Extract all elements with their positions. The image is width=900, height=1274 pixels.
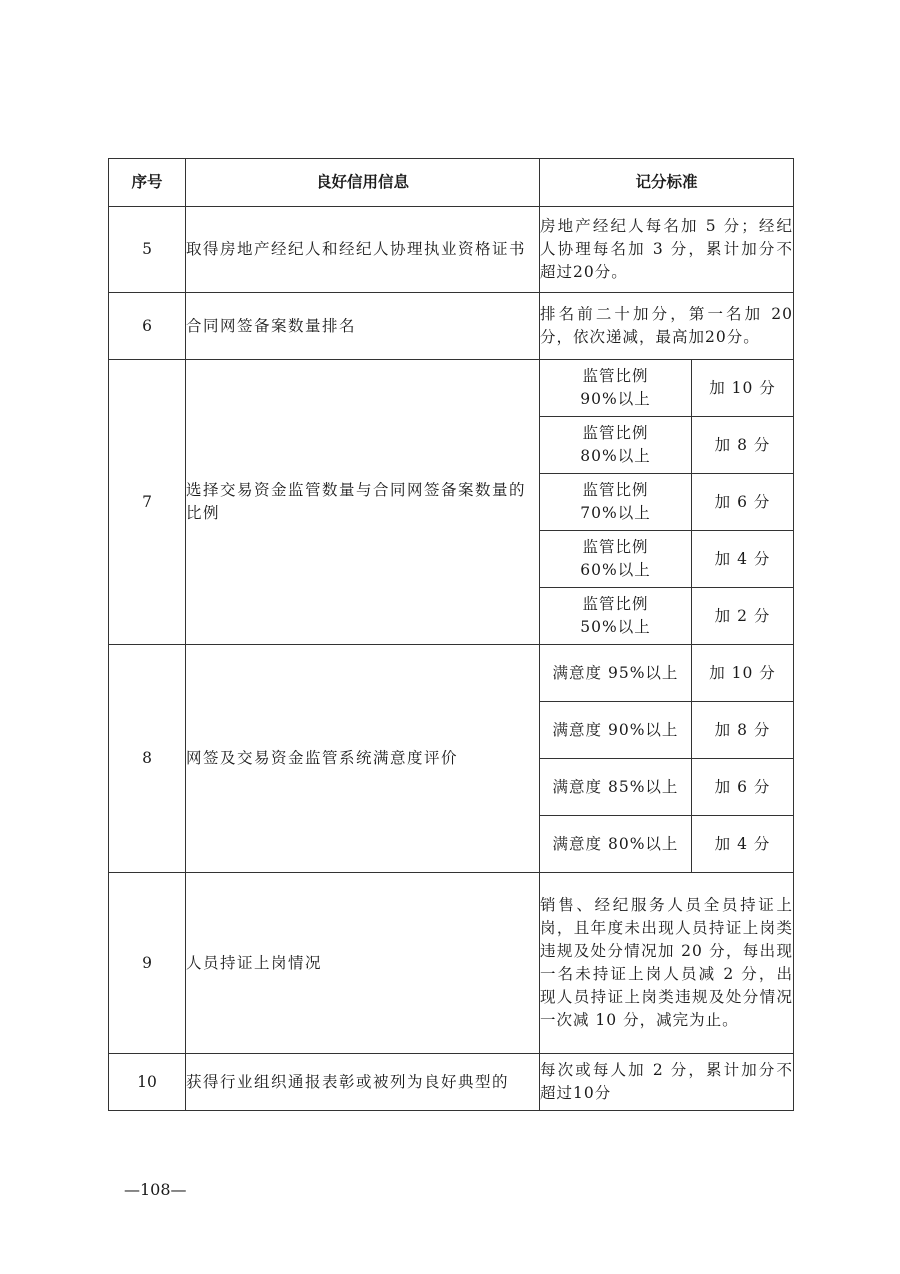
header-standard: 记分标准 [540,159,794,207]
ratio-points: 加 10 分 [692,360,794,417]
satisfaction-points: 加 8 分 [692,702,794,759]
row-standard: 房地产经纪人每名加 5 分；经纪人协理每名加 3 分，累计加分不超过20分。 [540,207,794,293]
row-seq: 10 [109,1054,186,1111]
table-row [109,360,794,417]
header-seq: 序号 [109,159,186,207]
row-seq: 6 [109,293,186,360]
row-seq: 8 [109,645,186,873]
row-seq: 7 [109,360,186,645]
row-standard: 销售、经纪服务人员全员持证上岗，且年度未出现人员持证上岗类违规及处分情况加 20 分，每出现一名未持证上岗人员减 2 分，出现人员持证上岗类违规及处分情况一次减 10 分，减完为止。 [540,873,794,1054]
row-seq: 9 [109,873,186,1054]
satisfaction-condition: 满意度 95%以上 [540,645,692,702]
ratio-points: 加 2 分 [692,588,794,645]
table-row [109,645,794,702]
row-info: 人员持证上岗情况 [186,873,540,1054]
satisfaction-points: 加 10 分 [692,645,794,702]
credit-score-table [108,158,794,1111]
ratio-condition: 监管比例 50%以上 [540,588,692,645]
ratio-condition: 监管比例 90%以上 [540,360,692,417]
satisfaction-condition: 满意度 90%以上 [540,702,692,759]
row-info: 网签及交易资金监管系统满意度评价 [186,645,540,873]
page-number: —108— [124,1180,187,1199]
ratio-condition: 监管比例 60%以上 [540,531,692,588]
table-row [109,1054,794,1111]
ratio-condition: 监管比例 70%以上 [540,474,692,531]
table-row [109,293,794,360]
ratio-points: 加 4 分 [692,531,794,588]
table-row [109,207,794,293]
satisfaction-condition: 满意度 85%以上 [540,759,692,816]
header-info: 良好信用信息 [186,159,540,207]
ratio-points: 加 8 分 [692,417,794,474]
table-row [109,873,794,1054]
row-info: 获得行业组织通报表彰或被列为良好典型的 [186,1054,540,1111]
row-info: 取得房地产经纪人和经纪人协理执业资格证书 [186,207,540,293]
row-standard: 每次或每人加 2 分，累计加分不超过10分 [540,1054,794,1111]
ratio-points: 加 6 分 [692,474,794,531]
table-header-row [109,159,794,207]
satisfaction-points: 加 4 分 [692,816,794,873]
row-seq: 5 [109,207,186,293]
row-info: 选择交易资金监管数量与合同网签备案数量的比例 [186,360,540,645]
ratio-condition: 监管比例 80%以上 [540,417,692,474]
satisfaction-condition: 满意度 80%以上 [540,816,692,873]
row-standard: 排名前二十加分，第一名加 20 分，依次递减，最高加20分。 [540,293,794,360]
satisfaction-points: 加 6 分 [692,759,794,816]
row-info: 合同网签备案数量排名 [186,293,540,360]
